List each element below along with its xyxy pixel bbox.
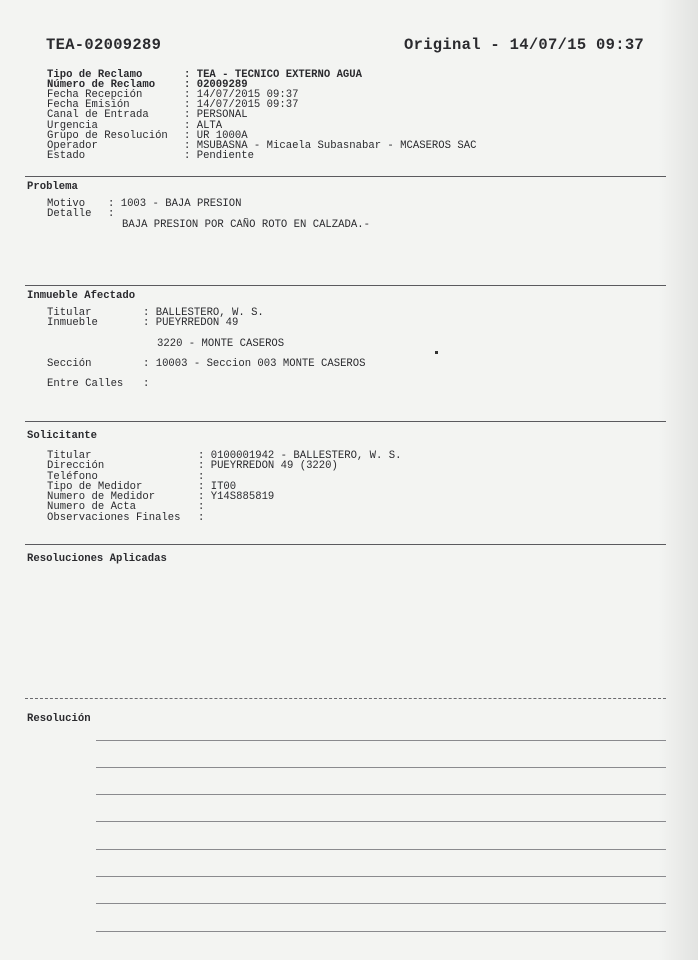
field-value: : Pendiente [184,150,254,162]
field-label: Grupo de Resolución [47,130,168,142]
field-label: Numero de Acta [47,501,137,513]
field-value: : TEA - TECNICO EXTERNO AGUA [184,69,363,81]
motivo-label: Motivo [47,198,86,210]
field-label: Numero de Medidor [47,491,156,503]
field-value: : PUEYRREDON 49 (3220) [198,460,338,472]
dashed-divider [25,698,666,699]
section-title-solicitante: Solicitante [27,430,97,442]
localidad-value: 3220 - MONTE CASEROS [157,338,285,350]
field-value: : 0100001942 - BALLESTERO, W. S. [198,450,402,462]
writing-line [96,876,666,877]
divider [25,176,666,177]
field-value: : [198,501,205,513]
field-value: : IT00 [198,481,237,493]
field-label: Fecha Emisión [47,99,130,111]
seccion-value: : 10003 - Seccion 003 MONTE CASEROS [143,358,366,370]
field-label: Número de Reclamo [47,79,156,91]
field-value: : UR 1000A [184,130,248,142]
field-label: Fecha Recepción [47,89,143,101]
field-value: : 14/07/2015 09:37 [184,99,299,111]
field-value: : [198,512,205,524]
detalle-text: BAJA PRESION POR CAÑO ROTO EN CALZADA.- [122,219,370,231]
entre-calles-label: Entre Calles [47,378,124,390]
field-value: : 14/07/2015 09:37 [184,89,299,101]
divider [25,421,666,422]
inmueble-value: : PUEYRREDON 49 [143,317,239,329]
field-value: : [198,471,205,483]
writing-line [96,849,666,850]
field-label: Titular [47,450,92,462]
divider [25,285,666,286]
copy-info: Original - 14/07/15 09:37 [404,36,645,54]
field-value: : ALTA [184,120,223,132]
writing-line [96,794,666,795]
field-label: Urgencia [47,120,98,132]
field-label: Teléfono [47,471,98,483]
section-title-inmueble: Inmueble Afectado [27,290,136,302]
section-title-resoluciones: Resoluciones Aplicadas [27,553,167,565]
page-shadow [658,0,698,960]
writing-line [96,767,666,768]
inmueble-label: Inmueble [47,317,98,329]
seccion-label: Sección [47,358,92,370]
field-label: Dirección [47,460,105,472]
motivo-value: : 1003 - BAJA PRESION [108,198,242,210]
detalle-colon: : [108,208,115,220]
titular-label: Titular [47,307,92,319]
entre-calles-value: : [143,378,150,390]
divider [25,544,666,545]
ink-speck [435,351,438,354]
field-label: Estado [47,150,86,162]
field-label: Tipo de Medidor [47,481,143,493]
field-value: : MSUBASNA - Micaela Subasnabar - MCASEROS SAC [184,140,477,152]
section-title-problema: Problema [27,181,78,193]
field-value: : Y14S885819 [198,491,275,503]
writing-line [96,931,666,932]
document-id: TEA-02009289 [46,36,162,54]
section-title-resolucion: Resolución [27,713,91,725]
field-label: Canal de Entrada [47,109,149,121]
writing-line [96,821,666,822]
titular-value: : BALLESTERO, W. S. [143,307,264,319]
field-label: Observaciones Finales [47,512,181,524]
field-label: Tipo de Reclamo [47,69,143,81]
writing-line [96,903,666,904]
detalle-label: Detalle [47,208,92,220]
field-value: : PERSONAL [184,109,248,121]
field-label: Operador [47,140,98,152]
writing-line [96,740,666,741]
field-value: : 02009289 [184,79,248,91]
